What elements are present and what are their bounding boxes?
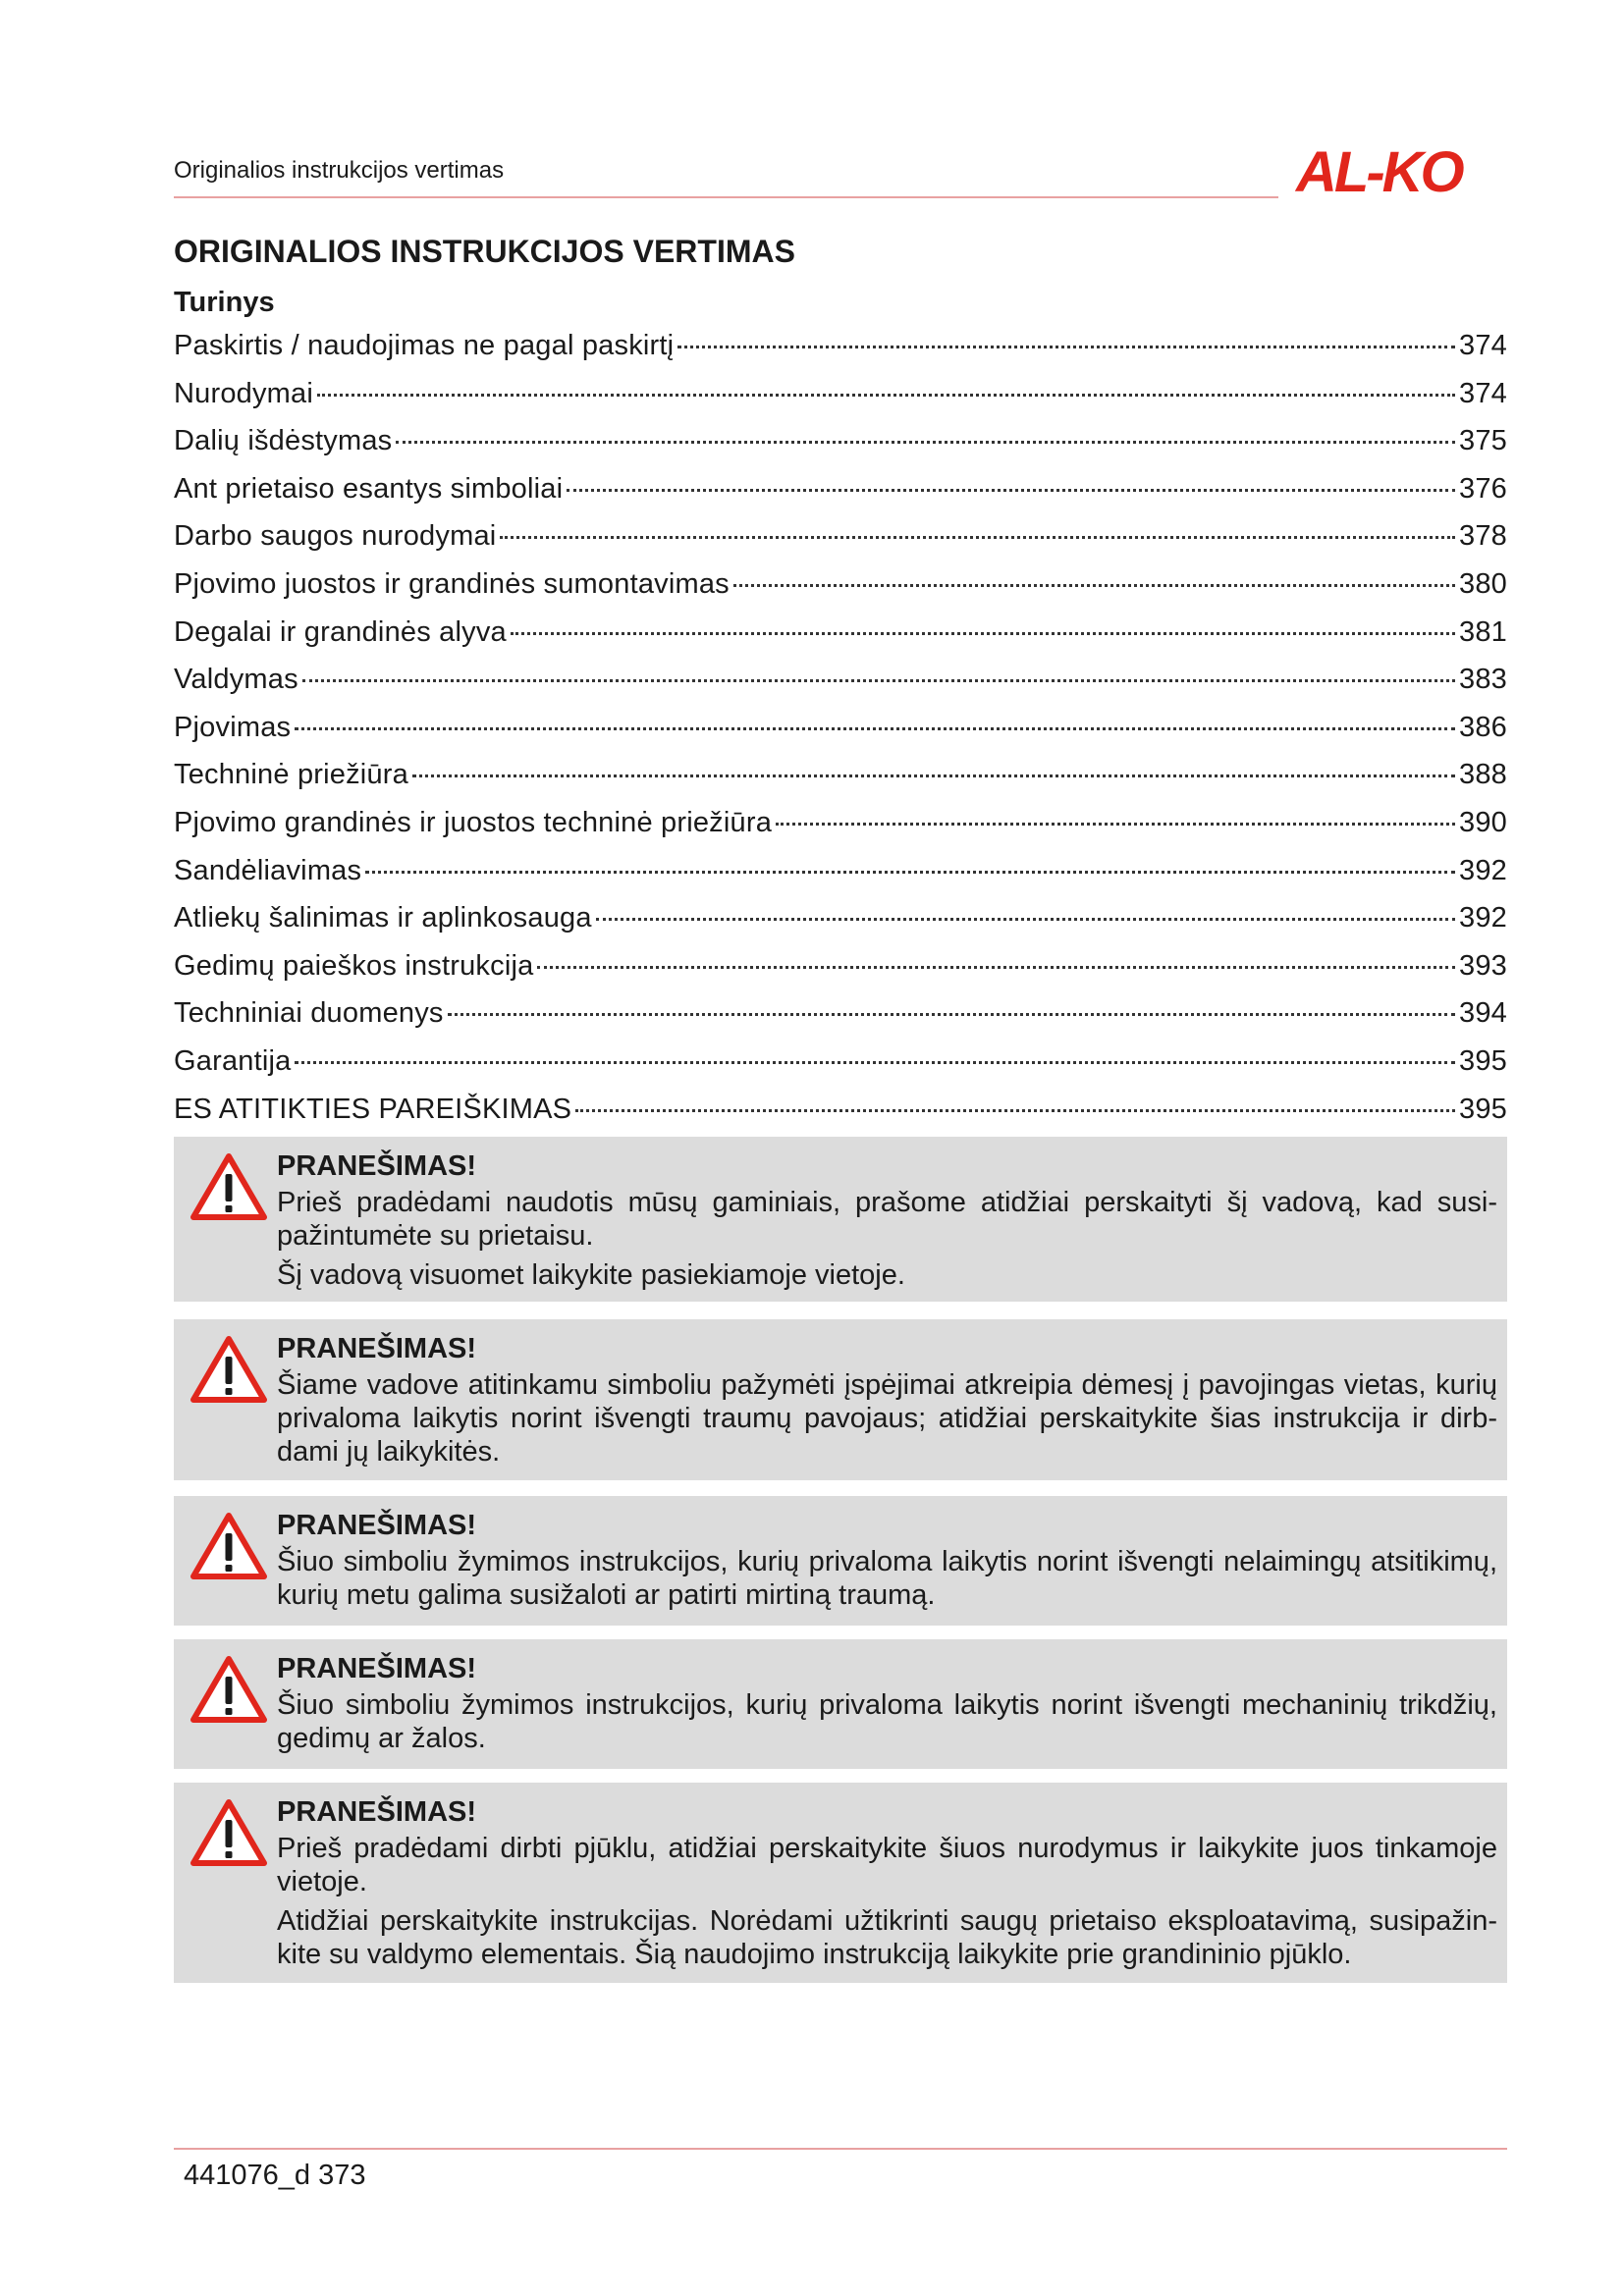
toc-leader-dots — [295, 727, 1455, 730]
toc-leader-dots — [567, 489, 1455, 492]
warning-triangle-icon — [189, 1333, 268, 1404]
toc-entry-label: Gedimų paieškos instrukcija — [174, 949, 534, 982]
toc-entry-page: 392 — [1459, 854, 1507, 886]
toc-entry-page: 386 — [1459, 711, 1507, 743]
notice-title: PRANEŠIMAS! — [277, 1653, 477, 1684]
toc-entry-page: 388 — [1459, 759, 1507, 791]
toc-heading: Turinys — [174, 287, 275, 318]
toc-entry-page: 380 — [1459, 567, 1507, 600]
toc-leader-dots — [448, 1013, 1455, 1016]
toc-entry[interactable] — [174, 473, 1507, 521]
toc-entry[interactable] — [174, 1094, 1507, 1142]
notice-title: PRANEŠIMAS! — [277, 1510, 477, 1541]
toc-entry-label: Techninė priežiūra — [174, 759, 408, 791]
toc-entry-label: Nurodymai — [174, 377, 314, 409]
warning-triangle-icon — [189, 1653, 268, 1724]
toc-entry[interactable] — [174, 664, 1507, 712]
toc-entry-page: 374 — [1459, 330, 1507, 361]
toc-leader-dots — [295, 1061, 1455, 1064]
toc-entry-label: ES ATITIKTIES PAREIŠKIMAS — [174, 1093, 572, 1125]
notice-text: Prieš pradėdami naudotis mūsų gaminiais, prašome atidžiai perskaityti šį vadovą, kad susi-pažintumėte su prietaisu. — [277, 1187, 1497, 1252]
toc-entry-page: 378 — [1459, 520, 1507, 553]
toc-leader-dots — [412, 774, 1455, 777]
notice-title: PRANEŠIMAS! — [277, 1796, 477, 1828]
notice-text: Atidžiai perskaitykite instrukcijas. Norėdami užtikrinti saugų prietaiso eksploatavimą, susipažin-kite su valdymo elementais. Šią naudojimo instrukciją laikykite prie grandininio pjūklo. — [277, 1905, 1497, 1970]
warning-triangle-icon — [189, 1510, 268, 1580]
toc-entry-label: Dalių išdėstymas — [174, 425, 393, 457]
toc-leader-dots — [733, 584, 1455, 587]
warning-triangle-icon — [189, 1150, 268, 1221]
toc-entry-page: 376 — [1459, 472, 1507, 505]
notice-text: Prieš pradėdami dirbti pjūklu, atidžiai perskaitykite šiuos nurodymus ir laikykite juos tinkamoje vietoje. — [277, 1833, 1497, 1897]
toc-entry-page: 392 — [1459, 902, 1507, 934]
running-header: Originalios instrukcijos vertimas — [174, 157, 505, 184]
toc-entry[interactable] — [174, 902, 1507, 950]
notice-box — [174, 1783, 1507, 1983]
toc-entry-label: Degalai ir grandinės alyva — [174, 615, 507, 648]
toc-leader-dots — [596, 918, 1455, 921]
notice-box — [174, 1639, 1507, 1769]
toc-entry-label: Garantija — [174, 1044, 292, 1077]
toc-entry[interactable] — [174, 616, 1507, 665]
page-footer: 441076_d 373 — [184, 2160, 366, 2191]
toc-entry[interactable] — [174, 568, 1507, 616]
toc-entry-page: 383 — [1459, 664, 1507, 696]
toc-entry[interactable] — [174, 1045, 1507, 1094]
toc-entry[interactable] — [174, 997, 1507, 1045]
toc-entry-label: Atliekų šalinimas ir aplinkosauga — [174, 902, 592, 934]
toc-entry-page: 374 — [1459, 377, 1507, 409]
toc-entry[interactable] — [174, 807, 1507, 855]
toc-entry[interactable] — [174, 855, 1507, 903]
notice-text: Šiame vadove atitinkamu simboliu pažymėti įspėjimai atkreipia dėmesį į pavojingas vietas, kurių privaloma laikytis norint išvengti traumų pavojaus; atidžiai perskaitykite šias instrukcija ir dirb-dami jų laikykitės. — [277, 1369, 1497, 1468]
toc-entry[interactable] — [174, 330, 1507, 378]
brand-logo: AL-KO — [1296, 140, 1462, 204]
footer-divider — [174, 2148, 1507, 2150]
notice-box — [174, 1496, 1507, 1626]
toc-leader-dots — [302, 679, 1455, 682]
toc-entry-page: 395 — [1459, 1093, 1507, 1125]
toc-leader-dots — [537, 966, 1455, 969]
table-of-contents — [174, 330, 1507, 1141]
header-divider — [174, 196, 1278, 198]
toc-entry-page: 375 — [1459, 425, 1507, 457]
toc-entry-label: Pjovimas — [174, 711, 292, 743]
toc-entry[interactable] — [174, 425, 1507, 473]
toc-leader-dots — [776, 823, 1455, 826]
toc-entry-label: Paskirtis / naudojimas ne pagal paskirtį — [174, 330, 675, 361]
notice-title: PRANEŠIMAS! — [277, 1150, 477, 1182]
notice-title: PRANEŠIMAS! — [277, 1333, 477, 1364]
warning-triangle-icon — [189, 1796, 268, 1867]
toc-leader-dots — [575, 1109, 1455, 1112]
toc-entry[interactable] — [174, 950, 1507, 998]
toc-leader-dots — [511, 632, 1455, 635]
toc-leader-dots — [677, 346, 1455, 348]
notice-box — [174, 1319, 1507, 1480]
toc-entry-page: 393 — [1459, 949, 1507, 982]
document-title: ORIGINALIOS INSTRUKCIJOS VERTIMAS — [174, 234, 795, 269]
notice-box — [174, 1137, 1507, 1302]
toc-entry-label: Valdymas — [174, 664, 298, 696]
toc-leader-dots — [396, 441, 1455, 444]
toc-entry-page: 394 — [1459, 997, 1507, 1030]
toc-entry-label: Techniniai duomenys — [174, 997, 444, 1030]
toc-entry[interactable] — [174, 378, 1507, 426]
notice-text: Šiuo simboliu žymimos instrukcijos, kurių privaloma laikytis norint išvengti nelaimingų atsitikimų, kurių metu galima susižaloti ar patirti mirtiną traumą. — [277, 1546, 1497, 1611]
toc-entry[interactable] — [174, 712, 1507, 760]
toc-leader-dots — [500, 536, 1455, 539]
notice-text: Šį vadovą visuomet laikykite pasiekiamoje vietoje. — [277, 1259, 905, 1291]
toc-entry[interactable] — [174, 520, 1507, 568]
toc-leader-dots — [365, 871, 1455, 874]
toc-entry-page: 395 — [1459, 1044, 1507, 1077]
toc-entry-label: Darbo saugos nurodymai — [174, 520, 497, 553]
toc-entry-page: 390 — [1459, 806, 1507, 838]
toc-entry[interactable] — [174, 759, 1507, 807]
notice-text: Šiuo simboliu žymimos instrukcijos, kurių privaloma laikytis norint išvengti mechaninių trikdžių, gedimų ar žalos. — [277, 1689, 1497, 1754]
toc-entry-label: Sandėliavimas — [174, 854, 362, 886]
toc-entry-label: Pjovimo juostos ir grandinės sumontavimas — [174, 567, 730, 600]
toc-entry-label: Pjovimo grandinės ir juostos techninė priežiūra — [174, 806, 773, 838]
toc-leader-dots — [317, 394, 1455, 397]
toc-entry-label: Ant prietaiso esantys simboliai — [174, 472, 564, 505]
toc-entry-page: 381 — [1459, 615, 1507, 648]
